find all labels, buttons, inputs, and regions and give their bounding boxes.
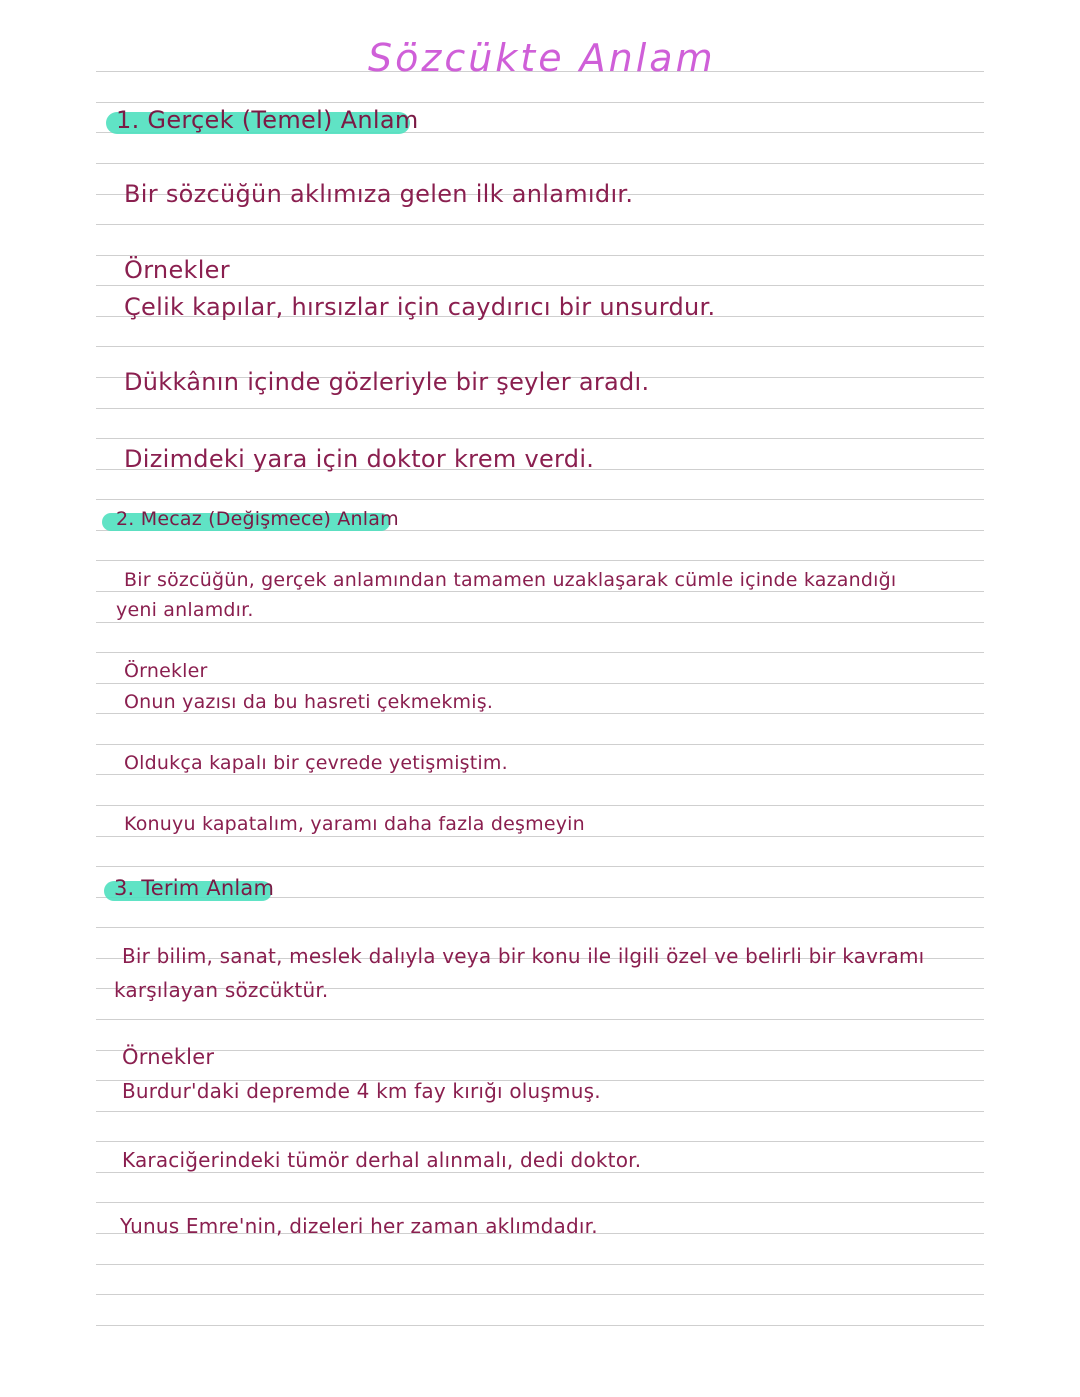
section1-heading: 1. Gerçek (Temel) Anlam <box>116 106 419 134</box>
section2-example: Konuyu kapatalım, yaramı daha fazla deşmeyin <box>124 813 585 835</box>
page-title: Sözcükte Anlam <box>368 36 716 80</box>
section2-example: Onun yazısı da bu hasreti çekmekmiş. <box>124 691 494 713</box>
section3-example: Yunus Emre'nin, dizeleri her zaman aklımdadır. <box>120 1214 598 1238</box>
section3-definition-line2: karşılayan sözcüktür. <box>114 978 329 1002</box>
section1-examples-label: Örnekler <box>124 256 230 284</box>
section2-examples-label: Örnekler <box>124 660 208 682</box>
section3-example: Burdur'daki depremde 4 km fay kırığı oluşmuş. <box>122 1079 601 1103</box>
section2-heading: 2. Mecaz (Değişmece) Anlam <box>116 508 399 530</box>
section2-definition-line1: Bir sözcüğün, gerçek anlamından tamamen uzaklaşarak cümle içinde kazandığı <box>124 569 897 591</box>
section2-example: Oldukça kapalı bir çevrede yetişmiştim. <box>124 752 508 774</box>
section3-heading: 3. Terim Anlam <box>114 876 275 900</box>
section1-example: Çelik kapılar, hırsızlar için caydırıcı bir unsurdur. <box>124 293 716 321</box>
section3-examples-label: Örnekler <box>122 1045 215 1069</box>
section3-definition-line1: Bir bilim, sanat, meslek dalıyla veya bir konu ile ilgili özel ve belirli bir kavramı <box>122 944 925 968</box>
section1-example: Dükkânın içinde gözleriyle bir şeyler aradı. <box>124 368 650 396</box>
section3-example: Karaciğerindeki tümör derhal alınmalı, dedi doktor. <box>122 1148 642 1172</box>
section1-definition: Bir sözcüğün aklımıza gelen ilk anlamıdır. <box>124 180 634 208</box>
section1-example: Dizimdeki yara için doktor krem verdi. <box>124 445 595 473</box>
section2-definition-line2: yeni anlamdır. <box>116 599 254 621</box>
